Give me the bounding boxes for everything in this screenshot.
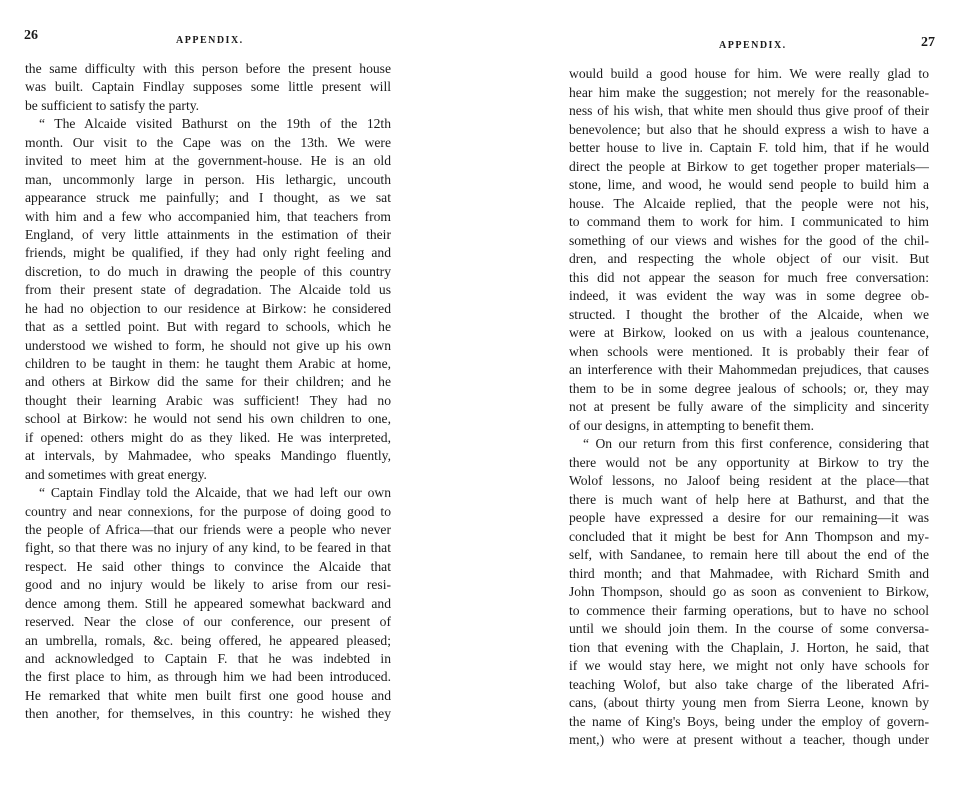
text-line: with him and a few who accompanied him, that teachers from [25,208,391,224]
text-line: better house to live in. Captain F. told him, that if he would [569,140,929,155]
text-line: people have expressed a desire for our remaining—it was [569,510,929,525]
text-line: children to be taught in them: he taught them Arabic at home, [25,356,391,371]
text-line: invited to meet him at the government-house. He is an old [25,153,391,169]
text-line: of our designs, in attempting to benefit them. [569,417,815,433]
text-line: them to be in some degree jealous of schools; or, they may [569,380,929,396]
text-line: ment,) who were at present without a teacher, though under [569,732,929,747]
text-line: were at Birkow, looked on us with a jealous countenance, [569,325,929,340]
text-line: stone, lime, and wood, he would send people to build him a [569,177,929,192]
text-line: dence among them. Still he appeared somewhat backward and [25,595,391,611]
text-line: tion that evening with the Chaplain, J. Horton, he said, that [569,639,929,655]
text-line: he had no objection to our residence at Birkow: he considered [25,300,391,316]
body-text [25,60,391,724]
text-line: not at present be fully aware of the simplicity and sincerity [569,399,929,414]
text-line: “ Captain Findlay told the Alcaide, that we had left our own [39,485,391,501]
text-line: and sometimes with great energy. [25,466,207,482]
text-line: that as a settled point. But with regard to schools, which he [25,319,391,335]
text-line: benevolence; but also that he should express a wish to have a [569,121,929,137]
page-number: 26 [24,28,38,43]
text-line: the people of Africa—that our friends were a people who never [25,521,391,537]
running-head: APPENDIX. [719,40,787,51]
text-line: country and near connexions, for the purpose of doing good to [25,503,391,519]
text-line: the first place to him, as through him we had been introduced. [25,669,391,685]
text-line: cans, (about thirty young men from Sierra Leone, known by [569,695,929,710]
text-line: He remarked that white men built first one good house and [25,687,391,703]
page-number: 27 [921,35,935,50]
text-line: from their present state of degradation. The Alcaide told us [25,282,391,298]
text-line: structed. I thought the brother of the Alcaide, when we [569,306,929,322]
text-line: then another, for themselves, in this country: he wished they [25,706,391,722]
text-line: an interference with their Mahommedan prejudices, that causes [569,362,929,377]
text-line: if opened: others might do as they liked. He was interpreted, [25,429,391,445]
text-line: be sufficient to satisfy the party. [25,97,200,113]
text-line: teaching Wolof, but also take charge of the liberated Afri- [569,676,929,692]
text-line: and acknowledged to Captain F. that he was indebted in [25,651,391,666]
text-line: an umbrella, romals, &c. being offered, he appeared pleased; [25,632,391,648]
text-line: John Thompson, should go as soon as convenient to Birkow, [569,584,929,599]
running-head: APPENDIX. [176,35,244,46]
text-line: direct the people at Birkow to get together proper materials— [569,158,929,174]
text-line: concluded that it might be best for Ann Thompson and my- [569,528,929,544]
text-line: Wolof lessons, no Jaloof being resident at the place—that [569,473,929,488]
text-line: at intervals, by Mahmadee, who speaks Mandingo fluently, [25,448,391,464]
text-line: if we would stay here, we might not only have schools for [569,658,929,673]
text-line: England, of very little attainments in the estimation of their [25,226,391,242]
right-page [490,0,980,786]
text-line: self, with Sandanee, to remain here till about the end of the [569,547,929,562]
text-line: would build a good house for him. We were really glad to [569,66,929,81]
text-line: to command them to work for him. I communicated to him [569,214,929,229]
text-line: indeed, it was evident the way was in some degree ob- [569,288,929,303]
text-line: the name of King's Boys, being under the employ of govern- [569,713,929,729]
text-line: good and no injury would be likely to arise from our resi- [25,577,391,593]
text-line: ness of his wish, that white men should thus give proof of their [569,103,929,118]
text-line: there is much want of help here at Bathurst, and that the [569,491,929,507]
text-line: thought their learning Arabic was sufficient! They had no [25,392,391,408]
text-line: this did not appear the season for much free conversation: [569,269,929,285]
text-line: third month; and that Mahmadee, with Richard Smith and [569,565,929,581]
text-line: “ The Alcaide visited Bathurst on the 19th of the 12th [39,116,391,132]
text-line: dren, and respecting the whole object of our visit. But [569,251,929,266]
text-line: there would not be any opportunity at Birkow to try the [569,454,929,470]
text-line: fight, so that there was no injury of any kind, to be feared in that [25,540,391,556]
text-line: friends, might be qualified, if they had only right feeling and [25,245,391,261]
text-line: and others at Birkow did the same for their children; and he [25,374,391,390]
text-line: to commence their farming operations, but to have no school [569,602,929,618]
text-line: when schools were mentioned. It is probably their fear of [569,343,929,359]
text-line: discretion, to do much in drawing the people of this country [25,263,391,279]
text-line: something of our views and wishes for the good of the chil- [569,232,929,248]
text-line: understood we wished to form, he should not give up his own [25,337,391,353]
text-line: the same difficulty with this person before the present house [25,61,391,76]
text-line: until we should join them. In the course of some conversa- [569,621,929,636]
text-line: man, uncommonly large in person. His lethargic, uncouth [25,171,391,187]
text-line: house. The Alcaide replied, that the people were not his, [569,195,929,211]
text-line: hear him make the suggestion; not merely for the reasonable- [569,84,929,100]
text-line: appearance struck me painfully; and I thought, as we sat [25,190,391,206]
body-text [569,65,929,750]
text-line: reserved. Near the close of our conference, our present of [25,614,391,630]
text-line: month. Our visit to the Cape was on the 13th. We were [25,134,391,150]
text-line: school at Birkow: he would not send his own children to one, [25,411,391,427]
text-line: respect. He said other things to convince the Alcaide that [25,558,391,574]
text-line: was built. Captain Findlay supposes some little present will [25,79,391,95]
text-line: “ On our return from this first conference, considering that [583,436,929,451]
